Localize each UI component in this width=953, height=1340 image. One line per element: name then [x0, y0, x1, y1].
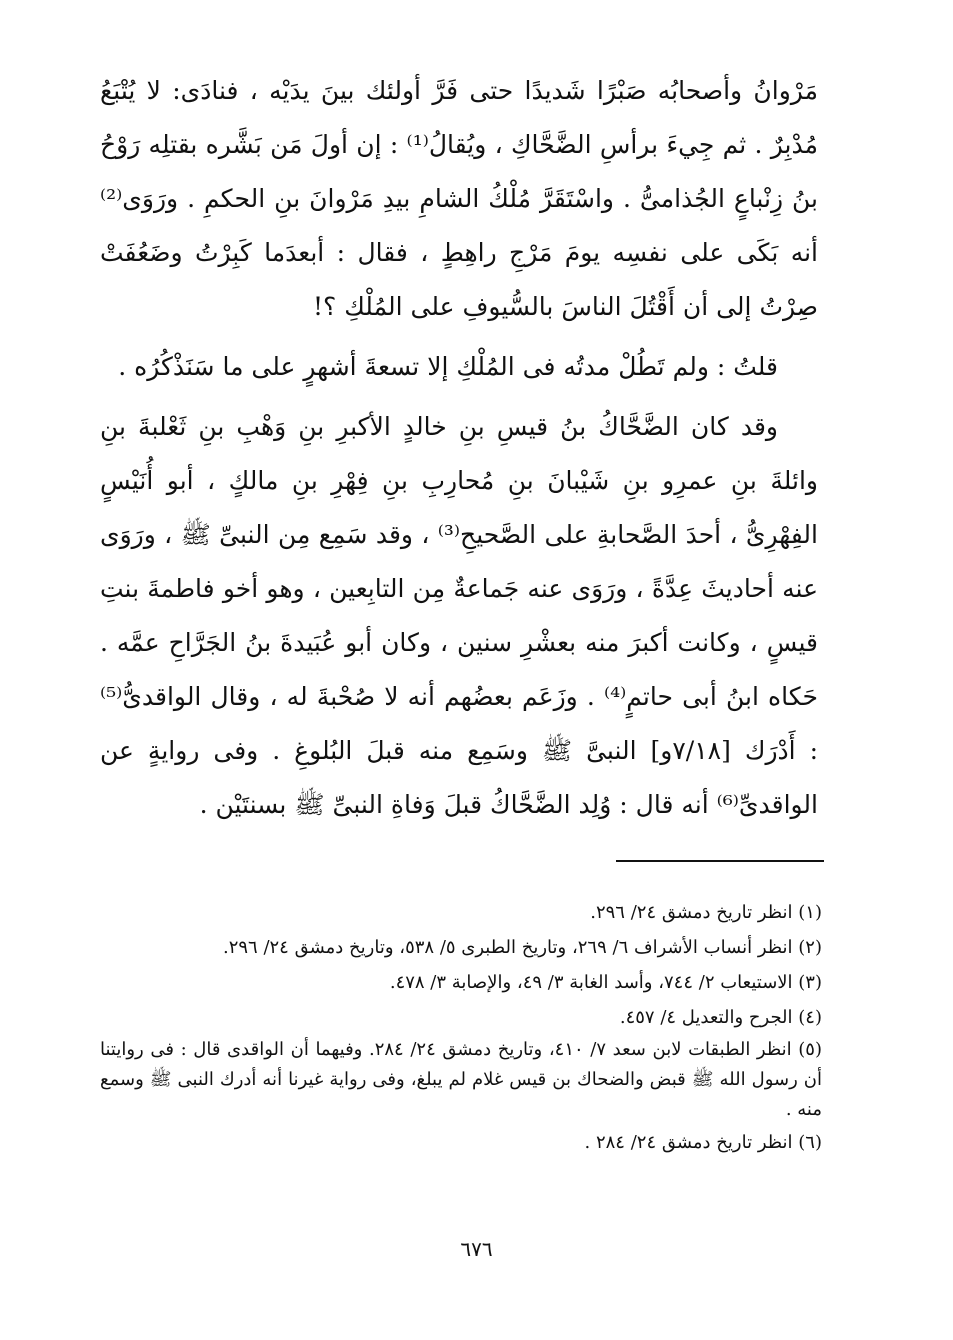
main-text	[100, 64, 818, 832]
paragraph-3: وقد كان الضَّحَّاكُ بنُ قيسِ بنِ خالدٍ الأكبرِ بنِ وَهْبِ بنِ ثَعْلبةَ بنِ وائلةَ بنِ عمرِو بنِ شَيْبانَ بنِ مُحارِبِ بنِ فِهْرِ بنِ مالكٍ ، أبو أُنَيْسٍ الفِهْرِىُّ ، أحدَ الصَّحابةِ على الصَّحيحِ⁽³⁾ ، وقد سَمِع مِن النبىِّ ﷺ ، ورَوَى عنه أحاديثَ عِدَّةً ، ورَوَى عنه جَماعةٌ مِن التابِعين ، وهو أخو فاطمةَ بنتِ قيسٍ ، وكانت أكبرَ منه بعشْرِ سنين ، وكان أبو عُبَيدةَ بنُ الجَرَّاحِ عمَّه . حَكاه ابنُ أبى حاتمٍ⁽⁴⁾ . وزَعَم بعضُهم أنه لا صُحْبةَ له ، وقال الواقدىُّ⁽⁵⁾ : أَدْرَك [٧/١٨و] النبىَّ ﷺ وسَمِع منه قبلَ البُلوغِ . وفى روايةٍ عن الواقدىِّ⁽⁶⁾ أنه قال : وُلِد الضَّحَّاكُ قبلَ وَفاةِ النبىِّ ﷺ بسنتَيْن .	[100, 412, 819, 819]
footnote-separator	[616, 860, 824, 862]
footnote-1: (١) انظر تاريخ دمشق ٢٤/ ٢٩٦.	[590, 902, 822, 923]
footnote-2: (٢) انظر أنساب الأشراف ٦/ ٢٦٩، وتاريخ الطبرى ٥/ ٥٣٨، وتاريخ دمشق ٢٤/ ٢٩٦.	[222, 937, 822, 958]
page-number: ٦٧٦	[460, 1237, 493, 1261]
paragraph-2: قلتُ : ولم تَطُلْ مدتُه فى المُلْكِ إلا تسعةَ أشهرٍ على ما سَنَذْكُرُه .	[118, 352, 778, 381]
footnotes	[100, 895, 822, 1160]
footnote-6: (٦) انظر تاريخ دمشق ٢٤/ ٢٨٤ .	[584, 1132, 822, 1153]
footnote-4: (٤) الجرح والتعديل ٤/ ٤٥٧.	[619, 1007, 822, 1028]
footnote-3: (٣) الاستيعاب ٢/ ٧٤٤، وأسد الغابة ٣/ ٤٩، والإصابة ٣/ ٤٧٨.	[389, 972, 822, 993]
footnote-5: (٥) انظر الطبقات لابن سعد ٧/ ٤١٠، وتاريخ دمشق ٢٤/ ٢٨٤. وفيهما أن الواقدى قال : فى روايتنا أن رسول الله ﷺ قبض والضحاك بن قيس غلام لم يبلغ، وفى رواية غيرنا أنه أدرك النبى ﷺ وسمع منه .	[100, 1039, 822, 1120]
paragraph-1: مَرْوانُ وأصحابُه صَبْرًا شَديدًا حتى فَرَّ أولئك بينَ يدَيْه ، فنادَى: لا يُتْبَعُ مُدْبِرٌ . ثم جِيءَ برأسِ الضَّحَّاكِ ، ويُقالُ⁽¹⁾ : إن أولَ مَن بَشَّره بقتلِه رَوْحُ بنُ زِنْباعٍ الجُذامىُّ . واسْتَقَرَّ مُلْكُ الشامِ بيدِ مَرْوانَ بنِ الحكمِ . ورَوَى⁽²⁾ أنه بَكَى على نفسِه يومَ مَرْجِ راهِطٍ ، فقال : أبعدَما كَبِرْتُ وضَعُفَتْ صِرْتُ إلى أن أَقْتُلَ الناسَ بالسُّيوفِ على المُلْكِ ؟!	[100, 76, 818, 321]
